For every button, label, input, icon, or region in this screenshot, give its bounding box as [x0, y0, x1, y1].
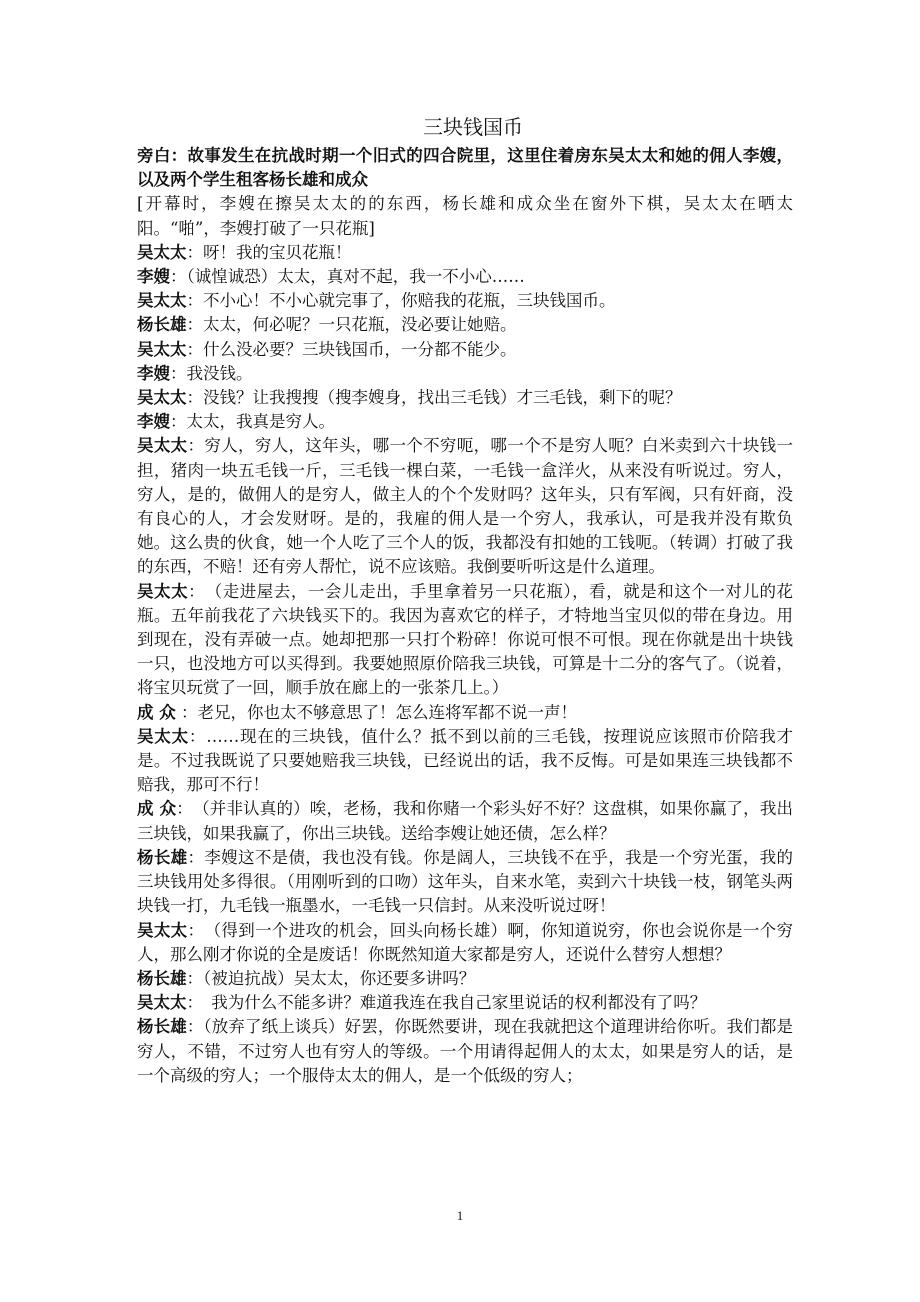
speaker-name: 吴太太 — [137, 388, 187, 408]
line-text: ： 我为什么不能多讲？难道我连在我自己家里说话的权利都没有了吗？ — [186, 993, 707, 1013]
speaker-name: 吴太太 — [137, 436, 188, 456]
dialogue-line — [137, 701, 793, 725]
speaker-name: 李嫂 — [137, 267, 170, 287]
stage-direction: [开幕时，李嫂在擦吴太太的的东西，杨长雄和成众坐在窗外下棋，吴太太在晒太阳。“啪”，李嫂打破了一只花瓶] — [137, 194, 793, 238]
speaker-name: 李嫂 — [137, 412, 170, 432]
line-text: ：……现在的三块钱，值什么？抵不到以前的三毛钱，按理说应该照市价陪我才是。不过我既说了只要她赔我三块钱，已经说出的话，我不反悔。可是如果连三块钱都不赔我，那可不行！ — [137, 726, 794, 795]
line-text: ： （得到一个进攻的机会，回头向杨长雄）啊，你知道说穷，你也会说你是一个穷人，那么刚才你说的全是废话！你既然知道大家都是穷人，还说什么替穷人想想？ — [137, 920, 794, 964]
speaker-name: 李嫂 — [137, 363, 170, 383]
speaker-name: 成 众 — [137, 799, 177, 819]
line-text: ： （并非认真的）唉，老杨，我和你赌一个彩头好不好？这盘棋，如果你赢了，我出三块钱，如果我赢了，你出三块钱。送给李嫂让她还债，怎么样？ — [137, 799, 794, 843]
speaker-name: 吴太太 — [137, 993, 187, 1013]
line-text: ：太太，何必呢？一只花瓶，没必要让她赔。 — [186, 315, 517, 335]
document-title: 三块钱国币 — [423, 115, 523, 139]
speaker-name: 吴太太 — [137, 581, 189, 601]
page-number: 1 — [456, 1208, 464, 1223]
dialogue-line — [137, 362, 793, 386]
line-text: ：我没钱。 — [170, 363, 253, 383]
dialogue-line — [137, 580, 793, 701]
line-text: ：穷人，穷人，这年头，哪一个不穷呃，哪一个不是穷人呃？白米卖到六十块钱一担，猪肉一块五毛钱一斤，三毛钱一棵白菜，一毛钱一盒洋火，从来没有听说过。穷人，穷人，是的，做佣人的是穷人，做主人的个个发财吗？这年头，只有军阀，只有奸商，没有良心的人，才会发财呀。是的，我雇的佣人是一个穷人，我承认，可是我并没有欺负她。这么贵的伙食，她一个人吃了三个人的饭，我都没有扣她的工钱呃。（转调）打破了我的东西，不赔！还有旁人帮忙，说不应该赔。我倒要听听这是什么道理。 — [137, 436, 794, 577]
line-text: ：呀！我的宝贝花瓶！ — [186, 242, 352, 262]
line-text: ：老兄，你也太不够意思了！怎么连将军都不说一声！ — [175, 702, 577, 722]
speaker-name: 杨长雄 — [137, 968, 187, 988]
dialogue-line — [137, 725, 793, 798]
line-text: ：太太，我真是穷人。 — [170, 412, 335, 432]
dialogue-lines — [137, 241, 793, 1088]
line-text: ：没钱？让我搜搜（搜李嫂身，找出三毛钱）才三毛钱，剩下的呢？ — [186, 388, 682, 408]
dialogue-line — [137, 241, 793, 265]
dialogue-line — [137, 1015, 793, 1088]
speaker-name: 杨长雄 — [137, 847, 188, 867]
speaker-name: 吴太太 — [137, 242, 187, 262]
speaker-name: 吴太太 — [137, 920, 188, 940]
line-text: ：李嫂这不是债，我也没有钱。你是阔人，三块钱不在乎，我是一个穷光蛋，我的三块钱用处多得很。（用刚听到的口吻）这年头，自来水笔，卖到六十块钱一枝，钢笔头两块钱一打，九毛钱一瓶墨水，一毛钱一只信封。从来没听说过呀！ — [137, 847, 794, 916]
speaker-name: 吴太太 — [137, 291, 187, 311]
line-text: ：什么没必要？三块钱国币，一分都不能少。 — [186, 339, 517, 359]
line-text: ：（诚惶诚恐）太太，真对不起，我一不小心…… — [170, 267, 525, 287]
line-text: ：（放弃了纸上谈兵）好罢，你既然要讲，现在我就把这个道理讲给你听。我们都是穷人，不错，不过穷人也有穷人的等级。一个用请得起佣人的太太，如果是穷人的话，是一个高级的穷人；一个服侍太太的佣人，是一个低级的穷人； — [137, 1017, 794, 1085]
dialogue-line — [137, 289, 793, 313]
dialogue-line — [137, 434, 793, 579]
speaker-name: 吴太太 — [137, 726, 189, 746]
dialogue-line — [137, 797, 793, 845]
speaker-name: 杨长雄 — [137, 1017, 187, 1037]
speaker-name: 成 众 — [137, 702, 176, 722]
line-text: ： （走进屋去，一会儿走出，手里拿着另一只花瓶），看，就是和这个一对儿的花瓶。五年前我花了六块钱买下的。我因为喜欢它的样子，才特地当宝贝似的带在身边。用到现在，没有弄破一点。她却把那一只打个粉碎！你说可恨不可恨。现在你就是出十块钱一只，也没地方可以买得到。我要她照原价陪我三块钱，可算是十二分的客气了。（说着，将宝贝玩赏了一回，顺手放在廊上的一张茶几上。） — [137, 581, 794, 698]
dialogue-line — [137, 265, 793, 289]
narration: 旁白：故事发生在抗战时期一个旧式的四合院里，这里住着房东吴太太和她的佣人李嫂，以及两个学生租客杨长雄和成众 — [137, 146, 793, 190]
dialogue-line — [137, 338, 793, 362]
dialogue-line — [137, 410, 793, 434]
speaker-name: 杨长雄 — [137, 315, 187, 335]
speaker-name: 吴太太 — [137, 339, 187, 359]
dialogue-line — [137, 313, 793, 337]
dialogue-line — [137, 967, 793, 991]
document-page — [137, 112, 793, 1088]
dialogue-line — [137, 386, 793, 410]
dialogue-line — [137, 919, 793, 967]
dialogue-line — [137, 846, 793, 919]
dialogue-line — [137, 991, 793, 1015]
line-text: ：（被迫抗战）吴太太，你还要多讲吗？ — [186, 968, 476, 988]
line-text: ：不小心！不小心就完事了，你赔我的花瓶，三块钱国币。 — [186, 291, 616, 311]
